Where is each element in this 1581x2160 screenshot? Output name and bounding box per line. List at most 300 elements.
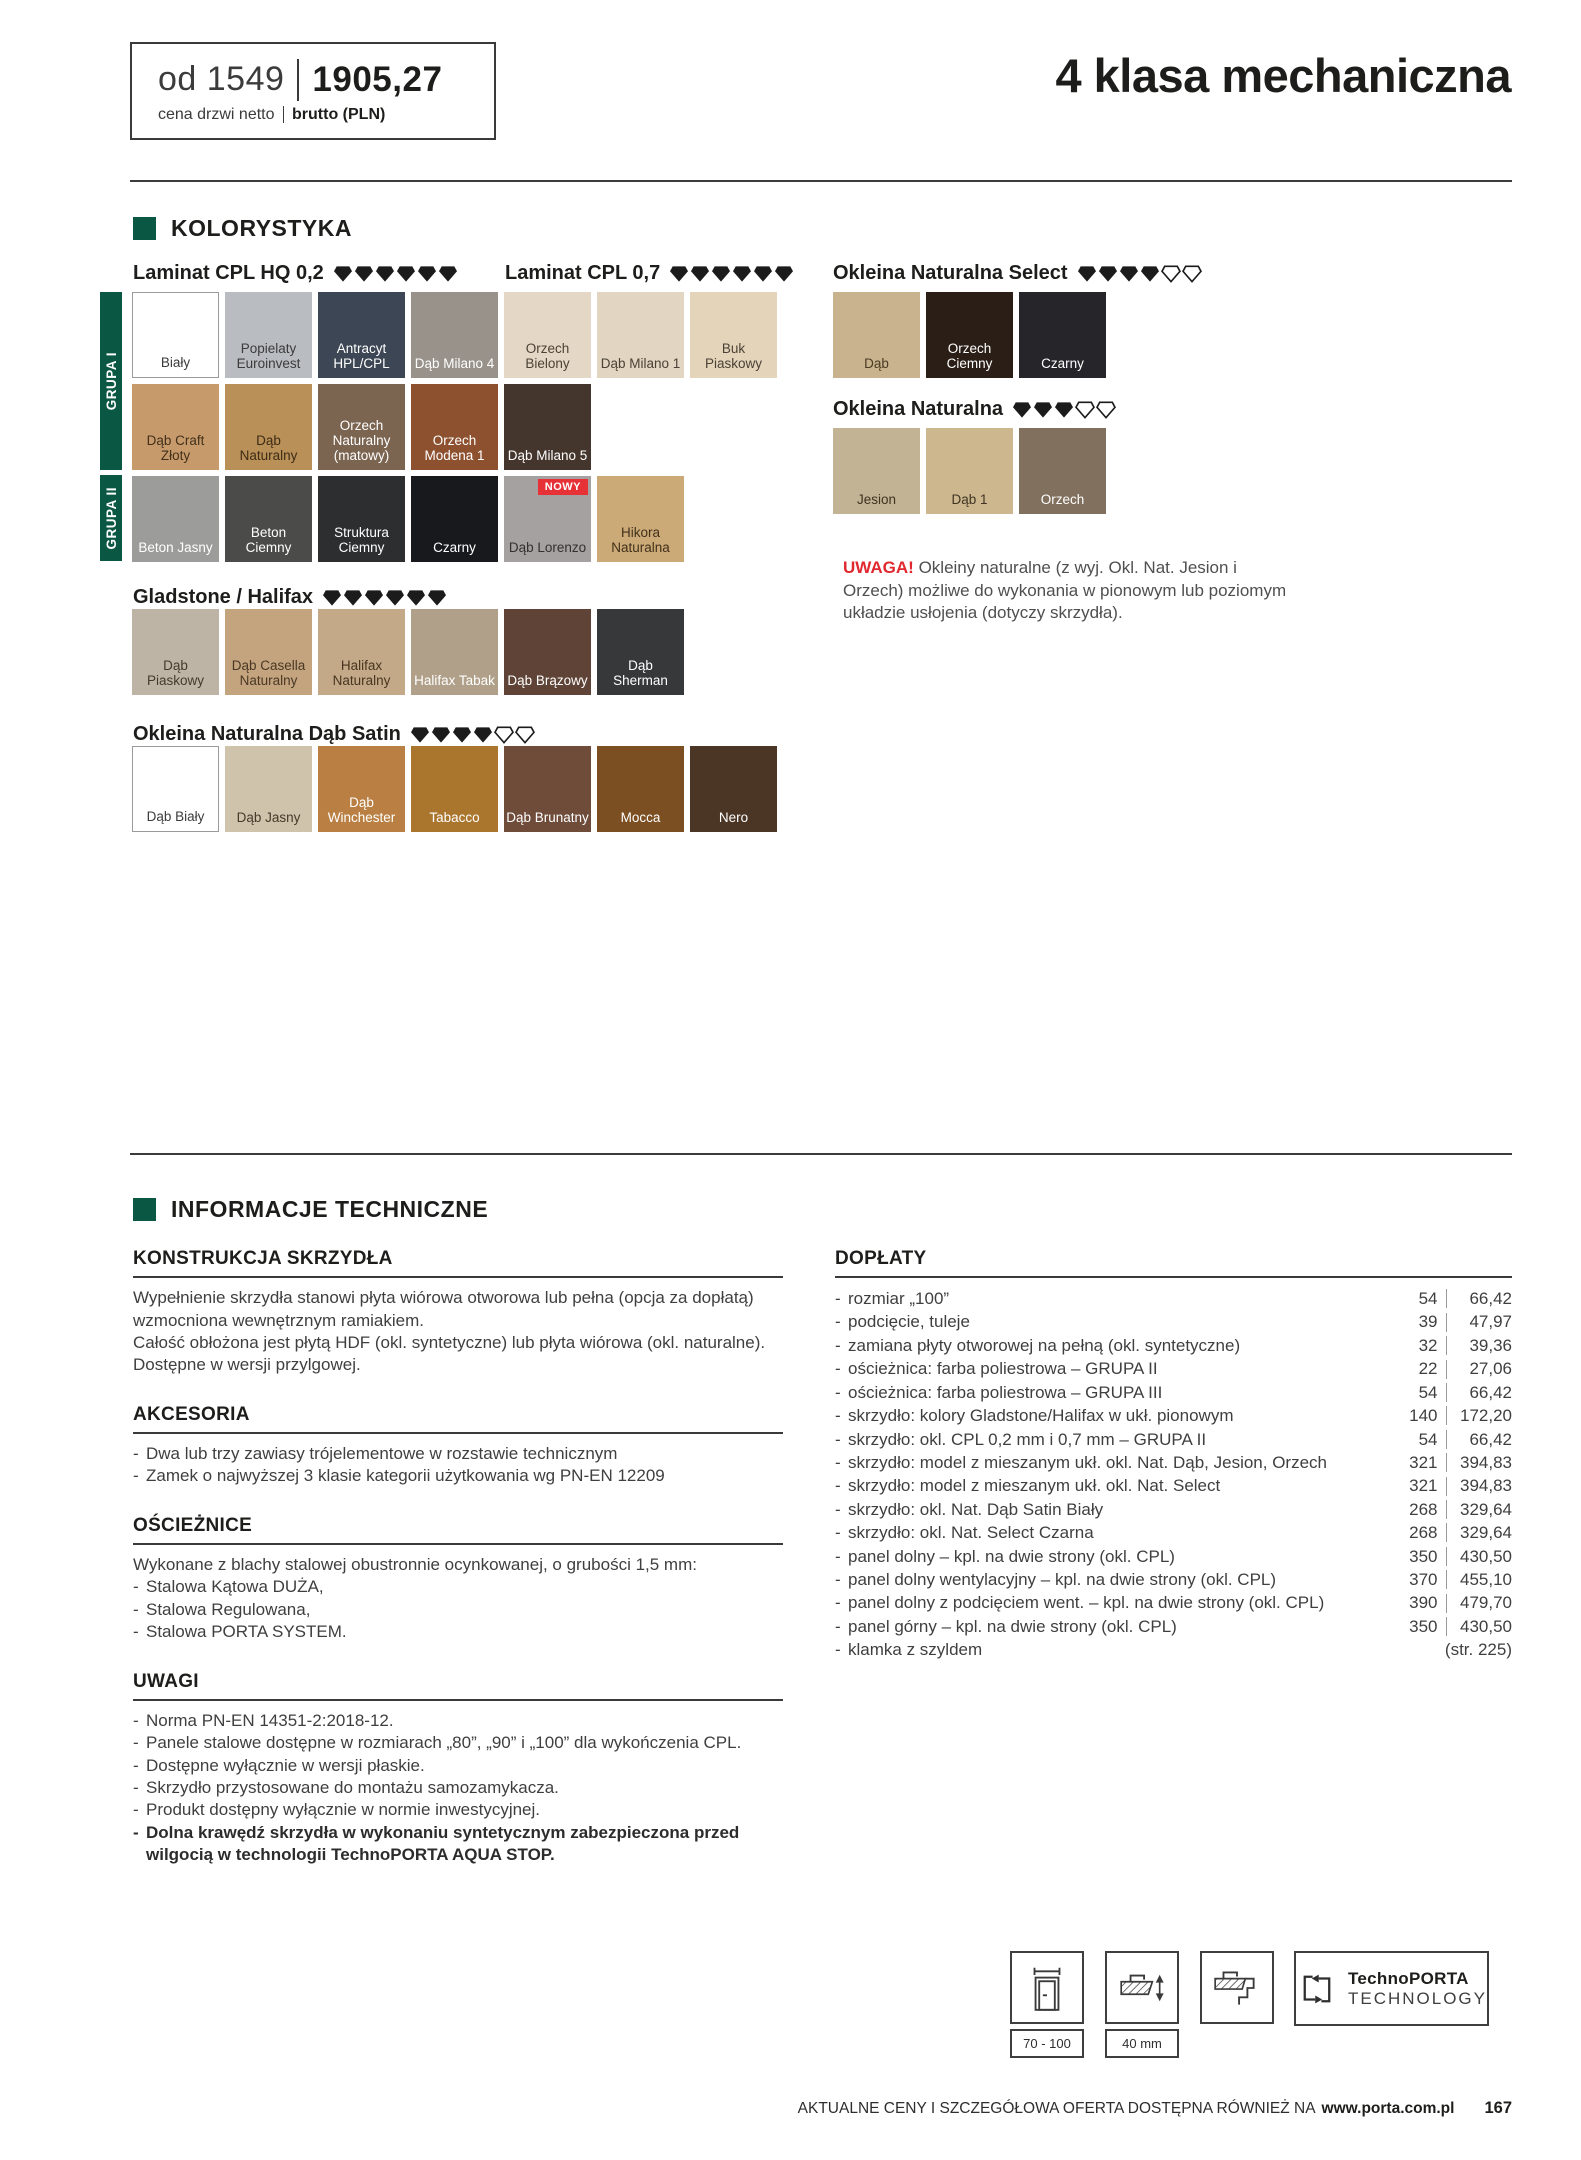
paragraph: Dostępne w wersji przylgowej. [133,1355,361,1375]
doplata-row [835,1591,1512,1614]
swatch-d-b-bia-y [132,746,219,832]
swatch-label: Dąb Brązowy [507,672,588,688]
price-netto: 321 [1409,1476,1438,1496]
diamond-outline-icon [1182,265,1202,283]
doplaty-list [835,1287,1512,1662]
price-brutto: 172,20 [1460,1406,1512,1426]
doplata-label: - rozmiar „100” [835,1287,949,1310]
swatch-d-b-brunatny [504,746,591,832]
swatch-d-b-milano-1 [597,292,684,378]
swatch-halifax-naturalny [318,609,405,695]
swatch-d-b-craft-z-oty [132,384,219,470]
diamond-filled-icon [406,589,426,607]
doplata-price [1409,1498,1512,1521]
diamond-filled-icon [1077,265,1097,283]
kolorystyka-header [133,215,352,242]
swatch-label: Dąb Milano 1 [600,355,681,371]
list-item: - Stalowa Kątowa DUŻA, [133,1576,783,1598]
price-divider [1446,1547,1448,1566]
swatch-label: Dąb Lorenzo [508,539,587,555]
swatch-d-b-lorenzo [504,476,591,562]
doplata-price [1409,1545,1512,1568]
price-netto: 350 [1409,1546,1438,1566]
price-netto: 22 [1418,1359,1438,1379]
swatch-czarny [1019,292,1106,378]
thickness-value: 40 mm [1122,2036,1162,2051]
footer [798,2099,1512,2118]
price-divider [1446,1289,1448,1308]
doplata-label: - panel dolny wentylacyjny – kpl. na dwie strony (okl. CPL) [835,1568,1276,1591]
price-brutto: 47,97 [1469,1312,1512,1332]
doplata-note: (str. 225) [1444,1640,1512,1660]
swatch-label: Beton Jasny [138,539,213,555]
price-divider [1446,1477,1448,1496]
diamond-filled-icon [343,589,363,607]
diamond-filled-icon [364,589,384,607]
section-title-gladstone [133,586,447,609]
uwaga-note [843,557,1291,625]
price-brutto: 479,70 [1460,1593,1512,1613]
uwagi-list [133,1710,783,1822]
swatch-orzech-ciemny [926,292,1013,378]
swatch-halifax-tabak [411,609,498,695]
doplata-label: - klamka z szyldem [835,1638,982,1661]
doplata-price [1419,1428,1512,1451]
doplata-row [835,1428,1512,1451]
diamond-rating [333,265,458,283]
swatch-label: Dąb Winchester [327,794,396,825]
list-item: - Dostępne wyłącznie w wersji płaskie. [133,1755,783,1777]
price-divider [1446,1500,1448,1519]
price-divider [1446,1383,1448,1402]
price-netto: 54 [1418,1382,1438,1402]
price-brutto: 329,64 [1460,1523,1512,1543]
section-title-cpl-hq [133,262,458,285]
swatch-label: Orzech [1040,491,1085,507]
price-box [130,42,496,140]
swatch-struktura-ciemny [318,476,405,562]
doplata-price [1409,1474,1512,1497]
section-title-dab-satin [133,723,535,746]
swatch-label: Biały [160,354,191,370]
doplata-label: - skrzydło: okl. Nat. Dąb Satin Biały [835,1498,1103,1521]
doplata-label: - skrzydło: model z mieszanym ukł. okl. Nat. Select [835,1474,1220,1497]
swatch-orzech [1019,428,1106,514]
doplata-price [1409,1521,1512,1544]
diamond-filled-icon [669,265,689,283]
doplata-label: - skrzydło: okl. CPL 0,2 mm i 0,7 mm – GRUPA II [835,1428,1206,1451]
section-title-okleina-select [833,262,1202,285]
doplata-row [835,1615,1512,1638]
doplata-row [835,1498,1512,1521]
diamond-filled-icon [1033,401,1053,419]
swatch-d-b [833,292,920,378]
swatch-empty [690,384,777,470]
diamond-filled-icon [774,265,794,283]
section-title-okleina-naturalna [833,398,1116,421]
diamond-filled-icon [417,265,437,283]
price-netto: 54 [1418,1289,1438,1309]
list-item: - Skrzydło przystosowane do montażu samozamykacza. [133,1777,783,1799]
swatch-antracyt-hpl-cpl [318,292,405,378]
swatch-label: Antracyt HPL/CPL [333,340,390,371]
diamond-outline-icon [1161,265,1181,283]
diamond-filled-icon [385,589,405,607]
paragraph: Wypełnienie skrzydła stanowi płyta wiórowa otworowa lub pełna (opcja za dopłatą) wzmocniona wewnętrznym ramiakiem. [133,1288,754,1330]
price-divider [1446,1594,1448,1613]
doplata-price [1419,1381,1512,1404]
price-brutto: 430,50 [1460,1616,1512,1636]
price-netto: 54 [1418,1429,1438,1449]
swatch-czarny [411,476,498,562]
swatch-label: Orzech Ciemny [946,340,993,371]
grupa-1-bar [100,292,122,470]
paragraph: Całość obłożona jest płytą HDF (okl. syntetyczne) lub płyta wiórowa (okl. naturalne). [133,1332,766,1352]
uwaga-label: UWAGA! [843,558,914,577]
doplata-row [835,1404,1512,1427]
swatch-label: Dąb Brunatny [506,809,589,825]
price-divider [1446,1617,1448,1636]
panel-thickness-icon [1116,1962,1168,2014]
section-label: Okleina Naturalna [833,398,1004,420]
price-divider [297,59,299,101]
tech-left-column [133,1246,783,1867]
price-divider [1446,1523,1448,1542]
price-netto: 321 [1409,1452,1438,1472]
price-caption-net: cena drzwi netto [158,105,275,123]
oscieznica-list [133,1576,783,1643]
swatch-orzech-bielony [504,292,591,378]
price-brutto: 329,64 [1460,1499,1512,1519]
doplata-row [835,1521,1512,1544]
diamond-rating [322,589,447,607]
swatch-label: Jesion [856,491,897,507]
tech-right-column [835,1246,1512,1662]
swatch-d-b-1 [926,428,1013,514]
doplaty-title: DOPŁATY [835,1246,1512,1278]
diamond-filled-icon [333,265,353,283]
doplata-row [835,1638,1512,1661]
page-number: 167 [1484,2099,1512,2117]
section-label: Laminat CPL HQ 0,2 [133,262,324,284]
akcesoria-title: AKCESORIA [133,1402,783,1434]
price-caption-gross: brutto (PLN) [292,105,386,123]
diamond-outline-icon [515,726,535,744]
diamond-filled-icon [1054,401,1074,419]
swatch-label: Dąb Naturalny [239,432,298,463]
grupa-2-label: GRUPA II [103,486,119,550]
diamond-filled-icon [1140,265,1160,283]
price-gross: 1905,27 [312,59,443,99]
doplata-row [835,1451,1512,1474]
section-square-icon [133,1198,156,1221]
price-brutto: 27,06 [1469,1359,1512,1379]
diamond-filled-icon [690,265,710,283]
swatch-orzech-modena-1 [411,384,498,470]
list-item: - Panele stalowe dostępne w rozmiarach „80”, „90” i „100” dla wykończenia CPL. [133,1732,783,1754]
swatch-nero [690,746,777,832]
list-item: - Zamek o najwyższej 3 klasie kategorii użytkowania wg PN-EN 12209 [133,1465,783,1487]
list-item: - Stalowa Regulowana, [133,1599,783,1621]
doplata-row [835,1381,1512,1404]
diamond-outline-icon [1075,401,1095,419]
grupa-1-label: GRUPA I [103,351,119,411]
swatch-jesion [833,428,920,514]
uwagi-title: UWAGI [133,1669,783,1701]
swatch-d-b-milano-4 [411,292,498,378]
swatch-d-b-milano-5 [504,384,591,470]
swatch-label: Orzech Bielony [525,340,570,371]
swatch-label: Tabacco [429,809,480,825]
price-netto: 350 [1409,1616,1438,1636]
divider-middle [130,1153,1512,1155]
rebate-pictogram [1200,1951,1274,2024]
swatch-label: Nero [718,809,749,825]
swatch-label: Halifax Tabak [414,672,495,688]
price-brutto: 430,50 [1460,1546,1512,1566]
diamond-filled-icon [452,726,472,744]
price-netto: 268 [1409,1499,1438,1519]
swatch-tabacco [411,746,498,832]
swatch-label: Czarny [1041,355,1084,371]
swatch-empty [597,384,684,470]
diamond-filled-icon [753,265,773,283]
swatch-label: Dąb Sherman [613,657,668,688]
swatch-label: Hikora Naturalna [611,524,670,555]
swatch-beton-jasny [132,476,219,562]
doplata-price [1419,1310,1512,1333]
swatch-d-b-casella-naturalny [225,609,312,695]
section-title-cpl-07 [505,262,794,285]
doplata-label: - skrzydło: kolory Gladstone/Halifax w ukł. pionowym [835,1404,1233,1427]
page-title: 4 klasa mechaniczna [1055,49,1511,102]
doplata-label: - zamiana płyty otworowej na pełną (okl. syntetyczne) [835,1334,1240,1357]
doplata-price [1419,1287,1512,1310]
diamond-filled-icon [732,265,752,283]
swatch-label: Dąb 1 [951,491,988,507]
price-netto: 39 [1418,1312,1438,1332]
technoporta-line2: TECHNOLOGY [1347,1988,1487,2008]
doplata-price [1409,1591,1512,1614]
main-swatch-grid [132,292,777,562]
price-divider [1446,1360,1448,1379]
doplata-row [835,1287,1512,1310]
tech-header [133,1196,488,1223]
swatch-bia-y [132,292,219,378]
diamond-filled-icon [431,726,451,744]
section-label: Okleina Naturalna Dąb Satin [133,723,401,745]
section-label: Okleina Naturalna Select [833,262,1068,284]
okleina-naturalna-grid [833,428,1106,514]
price-netto: 32 [1418,1335,1438,1355]
doplata-label: - podcięcie, tuleje [835,1310,970,1333]
footer-url[interactable]: www.porta.com.pl [1321,2100,1455,2117]
doplata-label: - skrzydło: okl. Nat. Select Czarna [835,1521,1094,1544]
doplata-label: - panel dolny – kpl. na dwie strony (okl. CPL) [835,1545,1175,1568]
swatch-beton-ciemny [225,476,312,562]
thickness-pictogram [1105,1951,1179,2024]
technoporta-line1: TechnoPORTA [1347,1968,1469,1988]
konstrukcja-title: KONSTRUKCJA SKRZYDŁA [133,1246,783,1278]
nowy-badge: NOWY [538,479,588,495]
list-item: - Stalowa PORTA SYSTEM. [133,1621,783,1643]
swatch-label: Buk Piaskowy [704,340,763,371]
doplata-price [1409,1451,1512,1474]
doplata-price [1419,1334,1512,1357]
swatch-label: Dąb Craft Złoty [146,432,205,463]
swatch-label: Dąb Jasny [236,809,301,825]
oscieznica-title: OŚCIEŻNICE [133,1513,783,1545]
doplata-label: - panel górny – kpl. na dwie strony (okl. CPL) [835,1615,1177,1638]
rebate-edge-icon [1211,1962,1263,2014]
price-line [158,59,468,101]
price-brutto: 66,42 [1469,1289,1512,1309]
price-caption-divider [283,106,285,123]
doplata-price [1409,1615,1512,1638]
price-divider [1446,1406,1448,1425]
doplata-row [835,1357,1512,1380]
swatch-label: Dąb Piaskowy [146,657,205,688]
uwaga-text: Okleiny naturalne (z wyj. Okl. Nat. Jesion i Orzech) możliwe do wykonania w pionowym lub poziomym układzie usłojenia (dotyczy skrzydła). [843,558,1287,623]
price-divider [1446,1336,1448,1355]
diamond-rating [1012,401,1116,419]
swatch-label: Dąb Casella Naturalny [231,657,306,688]
price-brutto: 66,42 [1469,1429,1512,1449]
price-brutto: 394,83 [1460,1452,1512,1472]
doplata-label: - ościeżnica: farba poliestrowa – GRUPA II [835,1357,1158,1380]
gladstone-grid [132,609,684,695]
price-netto: 370 [1409,1569,1438,1589]
swatch-buk-piaskowy [690,292,777,378]
list-item: - Produkt dostępny wyłącznie w normie inwestycyjnej. [133,1799,783,1821]
price-divider [1446,1430,1448,1449]
doplata-row [835,1334,1512,1357]
divider-top [130,180,1512,182]
thickness-label [1105,2029,1179,2058]
section-square-icon [133,217,156,240]
diamond-filled-icon [473,726,493,744]
price-divider [1446,1313,1448,1332]
doplata-price [1419,1357,1512,1380]
diamond-filled-icon [396,265,416,283]
diamond-filled-icon [1012,401,1032,419]
kolorystyka-title: KOLORYSTYKA [171,215,352,241]
doplata-row [835,1545,1512,1568]
swatch-label: Dąb Milano 5 [507,447,588,463]
price-net: od 1549 [158,60,285,98]
swatch-label: Orzech Modena 1 [424,432,485,463]
akcesoria-list [133,1443,783,1488]
swatch-d-b-naturalny [225,384,312,470]
swatch-label: Popielaty Euroinvest [236,340,301,371]
section-label: Laminat CPL 0,7 [505,262,661,284]
diamond-outline-icon [1096,401,1116,419]
diamond-filled-icon [1098,265,1118,283]
swatch-hikora-naturalna [597,476,684,562]
doplata-price [1409,1404,1512,1427]
doplata-row [835,1310,1512,1333]
oscieznica-intro: Wykonane z blachy stalowej obustronnie ocynkowanej, o grubości 1,5 mm: [133,1554,697,1574]
swatch-label: Mocca [620,809,661,825]
price-netto: 140 [1409,1406,1438,1426]
diamond-filled-icon [322,589,342,607]
swatch-empty [690,476,777,562]
list-item: - Dwa lub trzy zawiasy trójelementowe w rozstawie technicznym [133,1443,783,1465]
doplata-label: - ościeżnica: farba poliestrowa – GRUPA III [835,1381,1162,1404]
diamond-rating [669,265,794,283]
okleina-select-grid [833,292,1106,378]
swatch-label: Czarny [433,539,476,555]
dab-satin-grid [132,746,777,832]
price-brutto: 66,42 [1469,1382,1512,1402]
swatch-d-b-jasny [225,746,312,832]
diamond-rating [410,726,535,744]
door-size-pictogram [1010,1951,1084,2024]
swatch-popielaty-euroinvest [225,292,312,378]
door-size-value: 70 - 100 [1023,2036,1071,2051]
konstrukcja-text [133,1287,783,1377]
tech-title: INFORMACJE TECHNICZNE [171,1196,489,1222]
swatch-d-b-piaskowy [132,609,219,695]
door-size-label [1010,2029,1084,2058]
diamond-outline-icon [494,726,514,744]
diamond-filled-icon [354,265,374,283]
swatch-label: Struktura Ciemny [334,524,389,555]
price-divider [1446,1570,1448,1589]
grupa-2-bar [100,475,122,561]
diamond-filled-icon [410,726,430,744]
swatch-d-b-br-zowy [504,609,591,695]
doplata-price [1409,1568,1512,1591]
footer-text: AKTUALNE CENY I SZCZEGÓŁOWA OFERTA DOSTĘPNA RÓWNIEŻ NA [797,2100,1316,2117]
swatch-label: Dąb [864,355,889,371]
swatch-d-b-sherman [597,609,684,695]
uwagi-bold-item: - Dolna krawędź skrzydła w wykonaniu syntetycznym zabezpieczona przed wilgocią w technologii TechnoPORTA AQUA STOP. [133,1822,783,1867]
technoporta-badge [1294,1951,1489,2026]
price-divider [1446,1453,1448,1472]
swatch-d-b-winchester [318,746,405,832]
swatch-label: Dąb Biały [146,808,205,824]
price-caption [158,106,468,124]
swatch-label: Halifax Naturalny [332,657,391,688]
diamond-filled-icon [427,589,447,607]
swatch-label: Dąb Milano 4 [414,355,495,371]
swatch-orzech-naturalny-matowy [318,384,405,470]
swatch-label: Beton Ciemny [245,524,292,555]
diamond-filled-icon [375,265,395,283]
price-brutto: 39,36 [1469,1335,1512,1355]
price-netto: 268 [1409,1523,1438,1543]
diamond-filled-icon [1119,265,1139,283]
doplata-row [835,1474,1512,1497]
price-brutto: 455,10 [1460,1569,1512,1589]
swatch-mocca [597,746,684,832]
price-netto: 390 [1409,1593,1438,1613]
swatch-label: Orzech Naturalny (matowy) [332,417,391,463]
diamond-filled-icon [711,265,731,283]
technoporta-text [1348,1969,1487,2009]
door-width-icon [1021,1962,1073,2014]
price-brutto: 394,83 [1460,1476,1512,1496]
section-label: Gladstone / Halifax [133,586,314,608]
doplata-label: - skrzydło: model z mieszanym ukł. okl. Nat. Dąb, Jesion, Orzech [835,1451,1327,1474]
diamond-rating [1077,265,1202,283]
doplata-label: - panel dolny z podcięciem went. – kpl. na dwie strony (okl. CPL) [835,1591,1324,1614]
technoporta-arrows-icon [1296,1967,1338,2011]
doplata-row [835,1568,1512,1591]
diamond-filled-icon [438,265,458,283]
list-item: - Norma PN-EN 14351-2:2018-12. [133,1710,783,1732]
